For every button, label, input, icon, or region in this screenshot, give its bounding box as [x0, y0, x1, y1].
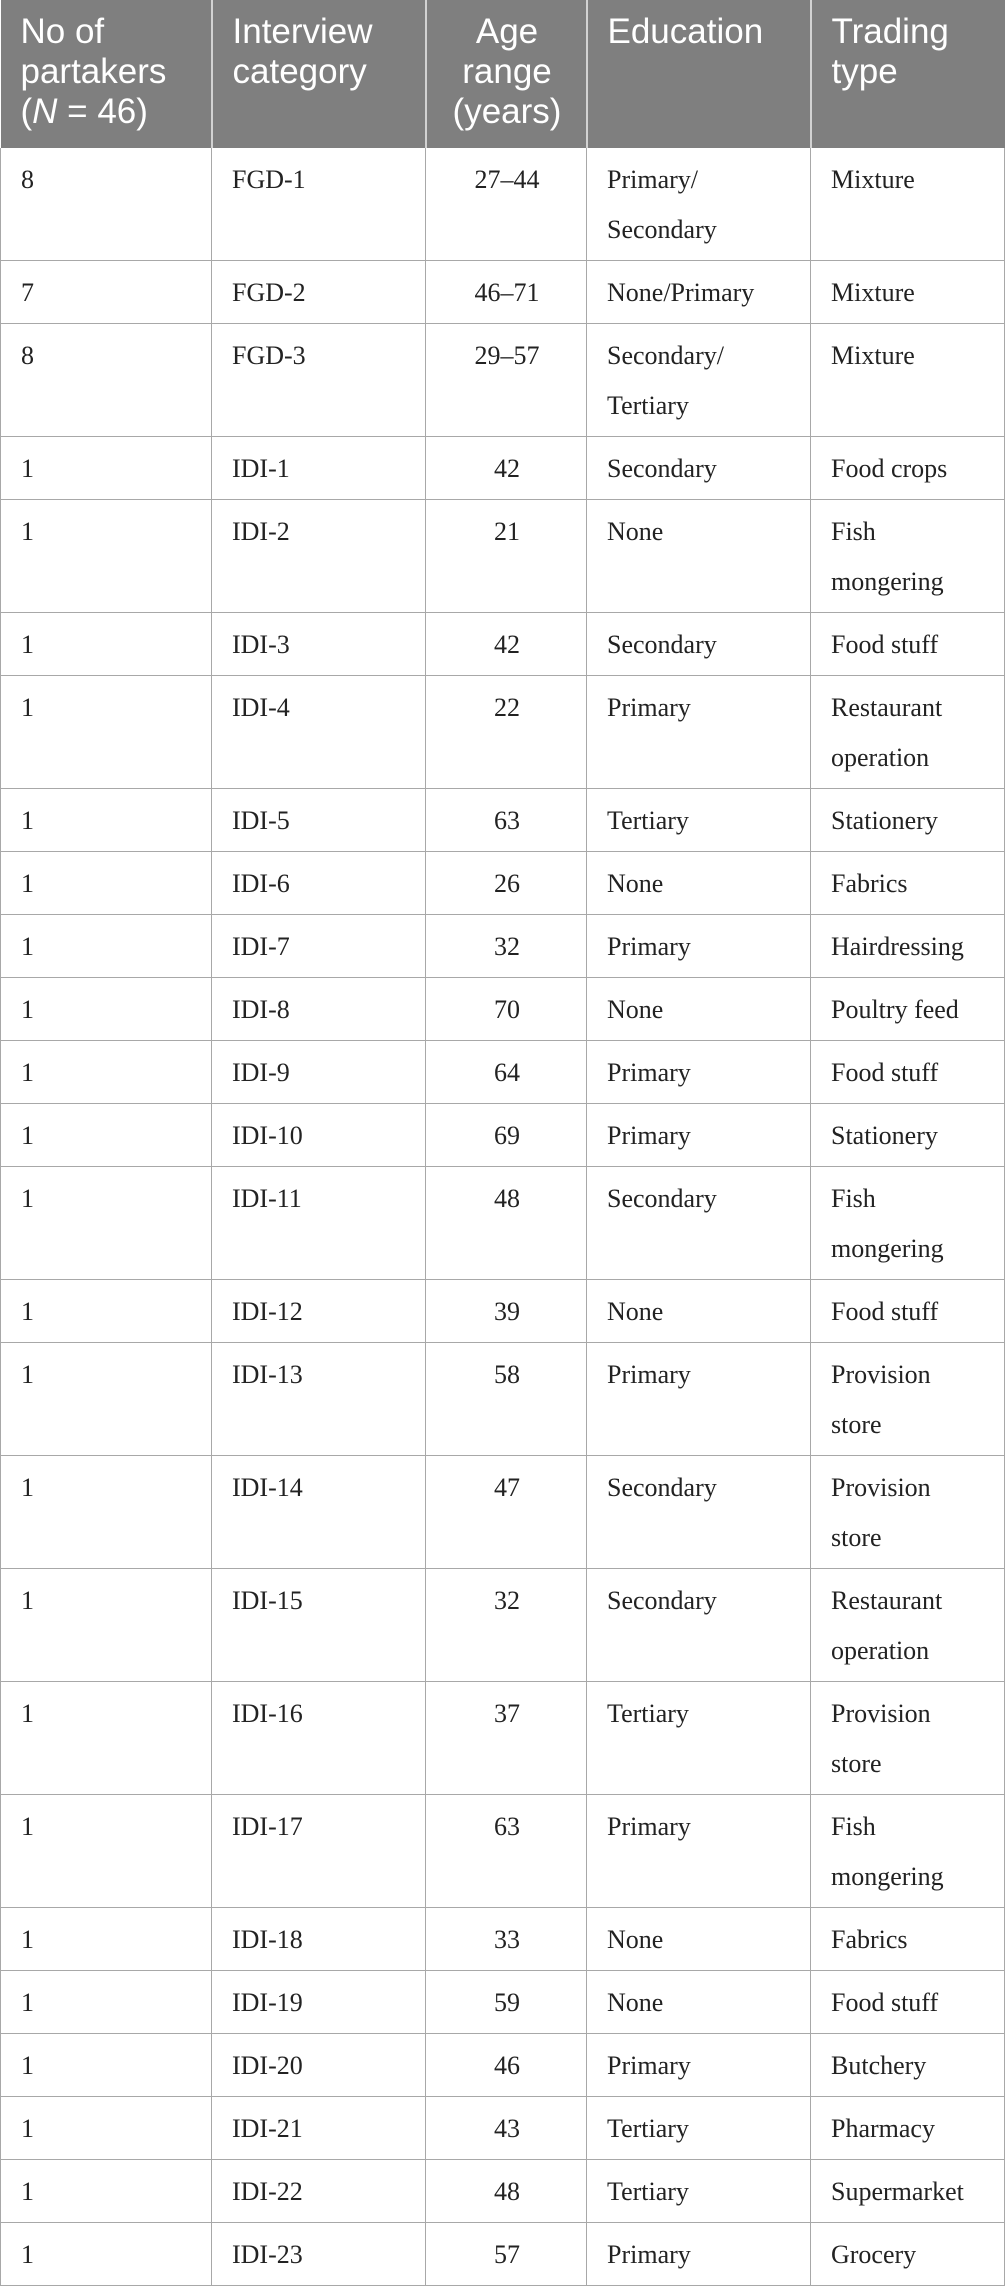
cell-partakers: 1	[1, 978, 212, 1041]
cell-education: Primary	[587, 1343, 811, 1456]
cell-partakers: 1	[1, 1280, 212, 1343]
table-row	[1, 1343, 1005, 1456]
cell-education: Primary	[587, 1041, 811, 1104]
cell-partakers: 8	[1, 148, 212, 261]
cell-interview-category: IDI-4	[212, 676, 426, 789]
cell-trading-type: Restaurant operation	[811, 1569, 1005, 1682]
table-row	[1, 1908, 1005, 1971]
cell-partakers: 1	[1, 1343, 212, 1456]
table-row	[1, 1682, 1005, 1795]
cell-trading-type: Fish mongering	[811, 500, 1005, 613]
table-row	[1, 1456, 1005, 1569]
cell-education: Primary	[587, 676, 811, 789]
cell-interview-category: IDI-23	[212, 2223, 426, 2286]
cell-age-range: 64	[426, 1041, 587, 1104]
table-row	[1, 2160, 1005, 2223]
table-row	[1, 676, 1005, 789]
cell-age-range: 59	[426, 1971, 587, 2034]
cell-age-range: 46–71	[426, 261, 587, 324]
cell-age-range: 22	[426, 676, 587, 789]
header-age-line1: Age	[475, 12, 539, 51]
cell-trading-type: Restaurant operation	[811, 676, 1005, 789]
cell-interview-category: IDI-2	[212, 500, 426, 613]
cell-partakers: 1	[1, 2034, 212, 2097]
table-row	[1, 1280, 1005, 1343]
header-education-line1: Education	[607, 12, 764, 51]
cell-education: Secondary/ Tertiary	[587, 324, 811, 437]
cell-trading-type: Food crops	[811, 437, 1005, 500]
cell-trading-type: Mixture	[811, 261, 1005, 324]
cell-trading-type: Poultry feed	[811, 978, 1005, 1041]
cell-trading-type: Supermarket	[811, 2160, 1005, 2223]
cell-age-range: 42	[426, 437, 587, 500]
cell-age-range: 32	[426, 1569, 587, 1682]
cell-trading-type: Fish mongering	[811, 1167, 1005, 1280]
cell-trading-type: Pharmacy	[811, 2097, 1005, 2160]
table-body	[1, 148, 1005, 2286]
cell-partakers: 1	[1, 2160, 212, 2223]
cell-education: Primary	[587, 915, 811, 978]
cell-education: None	[587, 1971, 811, 2034]
cell-interview-category: FGD-1	[212, 148, 426, 261]
cell-trading-type: Fabrics	[811, 852, 1005, 915]
cell-interview-category: IDI-10	[212, 1104, 426, 1167]
table-row	[1, 978, 1005, 1041]
header-interview-category	[212, 0, 426, 148]
cell-education: None/Primary	[587, 261, 811, 324]
cell-age-range: 47	[426, 1456, 587, 1569]
cell-partakers: 1	[1, 2223, 212, 2286]
cell-age-range: 37	[426, 1682, 587, 1795]
cell-education: Primary	[587, 1104, 811, 1167]
cell-trading-type: Mixture	[811, 148, 1005, 261]
cell-education: Secondary	[587, 1569, 811, 1682]
header-category-line2: category	[232, 52, 367, 91]
cell-education: Tertiary	[587, 2160, 811, 2223]
table-header	[1, 0, 1005, 148]
cell-education: Secondary	[587, 1456, 811, 1569]
cell-partakers: 8	[1, 324, 212, 437]
header-age-line2: range	[462, 52, 552, 91]
cell-age-range: 32	[426, 915, 587, 978]
cell-partakers: 1	[1, 1456, 212, 1569]
table-row	[1, 1167, 1005, 1280]
cell-trading-type: Food stuff	[811, 1971, 1005, 2034]
table-row	[1, 1569, 1005, 1682]
cell-age-range: 21	[426, 500, 587, 613]
header-age-range	[426, 0, 587, 148]
cell-trading-type: Food stuff	[811, 1041, 1005, 1104]
cell-education: Secondary	[587, 437, 811, 500]
cell-interview-category: IDI-21	[212, 2097, 426, 2160]
cell-trading-type: Food stuff	[811, 1280, 1005, 1343]
cell-age-range: 29–57	[426, 324, 587, 437]
cell-trading-type: Grocery	[811, 2223, 1005, 2286]
cell-age-range: 63	[426, 1795, 587, 1908]
cell-interview-category: IDI-11	[212, 1167, 426, 1280]
cell-education: Primary	[587, 2034, 811, 2097]
cell-age-range: 70	[426, 978, 587, 1041]
cell-age-range: 39	[426, 1280, 587, 1343]
header-trading-line1: Trading	[831, 12, 949, 51]
cell-trading-type: Fish mongering	[811, 1795, 1005, 1908]
cell-interview-category: IDI-1	[212, 437, 426, 500]
cell-partakers: 1	[1, 852, 212, 915]
cell-education: None	[587, 500, 811, 613]
table-row	[1, 852, 1005, 915]
header-row	[1, 0, 1005, 148]
cell-interview-category: IDI-22	[212, 2160, 426, 2223]
header-category-line1: Interview	[232, 12, 373, 51]
cell-education: Tertiary	[587, 2097, 811, 2160]
cell-interview-category: IDI-17	[212, 1795, 426, 1908]
cell-interview-category: IDI-5	[212, 789, 426, 852]
cell-age-range: 43	[426, 2097, 587, 2160]
table-row	[1, 789, 1005, 852]
cell-interview-category: IDI-8	[212, 978, 426, 1041]
cell-age-range: 63	[426, 789, 587, 852]
cell-education: Secondary	[587, 613, 811, 676]
cell-age-range: 46	[426, 2034, 587, 2097]
cell-interview-category: FGD-3	[212, 324, 426, 437]
cell-interview-category: IDI-14	[212, 1456, 426, 1569]
table-row	[1, 613, 1005, 676]
cell-interview-category: FGD-2	[212, 261, 426, 324]
cell-partakers: 1	[1, 789, 212, 852]
cell-education: Tertiary	[587, 1682, 811, 1795]
table-row	[1, 2034, 1005, 2097]
cell-partakers: 1	[1, 500, 212, 613]
cell-trading-type: Hairdressing	[811, 915, 1005, 978]
table-row	[1, 500, 1005, 613]
cell-partakers: 1	[1, 1104, 212, 1167]
header-partakers	[1, 0, 212, 148]
cell-partakers: 1	[1, 1971, 212, 2034]
header-partakers-line3-suffix: = 46)	[57, 92, 148, 131]
cell-partakers: 1	[1, 915, 212, 978]
cell-education: None	[587, 1908, 811, 1971]
cell-interview-category: IDI-19	[212, 1971, 426, 2034]
table-row	[1, 2097, 1005, 2160]
cell-age-range: 33	[426, 1908, 587, 1971]
header-age-line3: (years)	[452, 92, 562, 131]
cell-partakers: 1	[1, 1569, 212, 1682]
cell-partakers: 1	[1, 1041, 212, 1104]
cell-partakers: 1	[1, 437, 212, 500]
cell-interview-category: IDI-12	[212, 1280, 426, 1343]
cell-interview-category: IDI-9	[212, 1041, 426, 1104]
cell-age-range: 48	[426, 2160, 587, 2223]
cell-trading-type: Butchery	[811, 2034, 1005, 2097]
cell-age-range: 42	[426, 613, 587, 676]
cell-education: Primary/ Secondary	[587, 148, 811, 261]
cell-interview-category: IDI-15	[212, 1569, 426, 1682]
cell-age-range: 58	[426, 1343, 587, 1456]
cell-interview-category: IDI-7	[212, 915, 426, 978]
cell-education: Primary	[587, 1795, 811, 1908]
cell-education: None	[587, 852, 811, 915]
cell-partakers: 7	[1, 261, 212, 324]
cell-partakers: 1	[1, 1795, 212, 1908]
cell-partakers: 1	[1, 676, 212, 789]
cell-education: Secondary	[587, 1167, 811, 1280]
cell-interview-category: IDI-16	[212, 1682, 426, 1795]
cell-age-range: 69	[426, 1104, 587, 1167]
table-row	[1, 915, 1005, 978]
cell-age-range: 27–44	[426, 148, 587, 261]
header-partakers-n: N	[32, 92, 58, 131]
cell-education: Primary	[587, 2223, 811, 2286]
cell-trading-type: Stationery	[811, 1104, 1005, 1167]
cell-education: None	[587, 978, 811, 1041]
table-row	[1, 1041, 1005, 1104]
table-row	[1, 1971, 1005, 2034]
cell-age-range: 48	[426, 1167, 587, 1280]
cell-partakers: 1	[1, 1908, 212, 1971]
cell-trading-type: Provision store	[811, 1456, 1005, 1569]
cell-trading-type: Stationery	[811, 789, 1005, 852]
cell-trading-type: Food stuff	[811, 613, 1005, 676]
cell-partakers: 1	[1, 1167, 212, 1280]
header-trading-type	[811, 0, 1005, 148]
cell-education: Tertiary	[587, 789, 811, 852]
cell-trading-type: Fabrics	[811, 1908, 1005, 1971]
table-row	[1, 148, 1005, 261]
table-row	[1, 2223, 1005, 2286]
table-row	[1, 1104, 1005, 1167]
cell-interview-category: IDI-3	[212, 613, 426, 676]
header-trading-line2: type	[831, 52, 898, 91]
cell-partakers: 1	[1, 2097, 212, 2160]
cell-education: None	[587, 1280, 811, 1343]
table-row	[1, 437, 1005, 500]
cell-interview-category: IDI-6	[212, 852, 426, 915]
cell-partakers: 1	[1, 613, 212, 676]
cell-trading-type: Provision store	[811, 1682, 1005, 1795]
cell-interview-category: IDI-13	[212, 1343, 426, 1456]
table-row	[1, 1795, 1005, 1908]
cell-partakers: 1	[1, 1682, 212, 1795]
cell-interview-category: IDI-18	[212, 1908, 426, 1971]
table-row	[1, 324, 1005, 437]
cell-age-range: 57	[426, 2223, 587, 2286]
cell-trading-type: Mixture	[811, 324, 1005, 437]
cell-interview-category: IDI-20	[212, 2034, 426, 2097]
cell-age-range: 26	[426, 852, 587, 915]
header-education	[587, 0, 811, 148]
cell-trading-type: Provision store	[811, 1343, 1005, 1456]
table-row	[1, 261, 1005, 324]
header-partakers-line3-prefix: (	[20, 92, 33, 131]
header-partakers-line1: No of	[20, 12, 105, 51]
header-partakers-line2: partakers	[20, 52, 167, 91]
